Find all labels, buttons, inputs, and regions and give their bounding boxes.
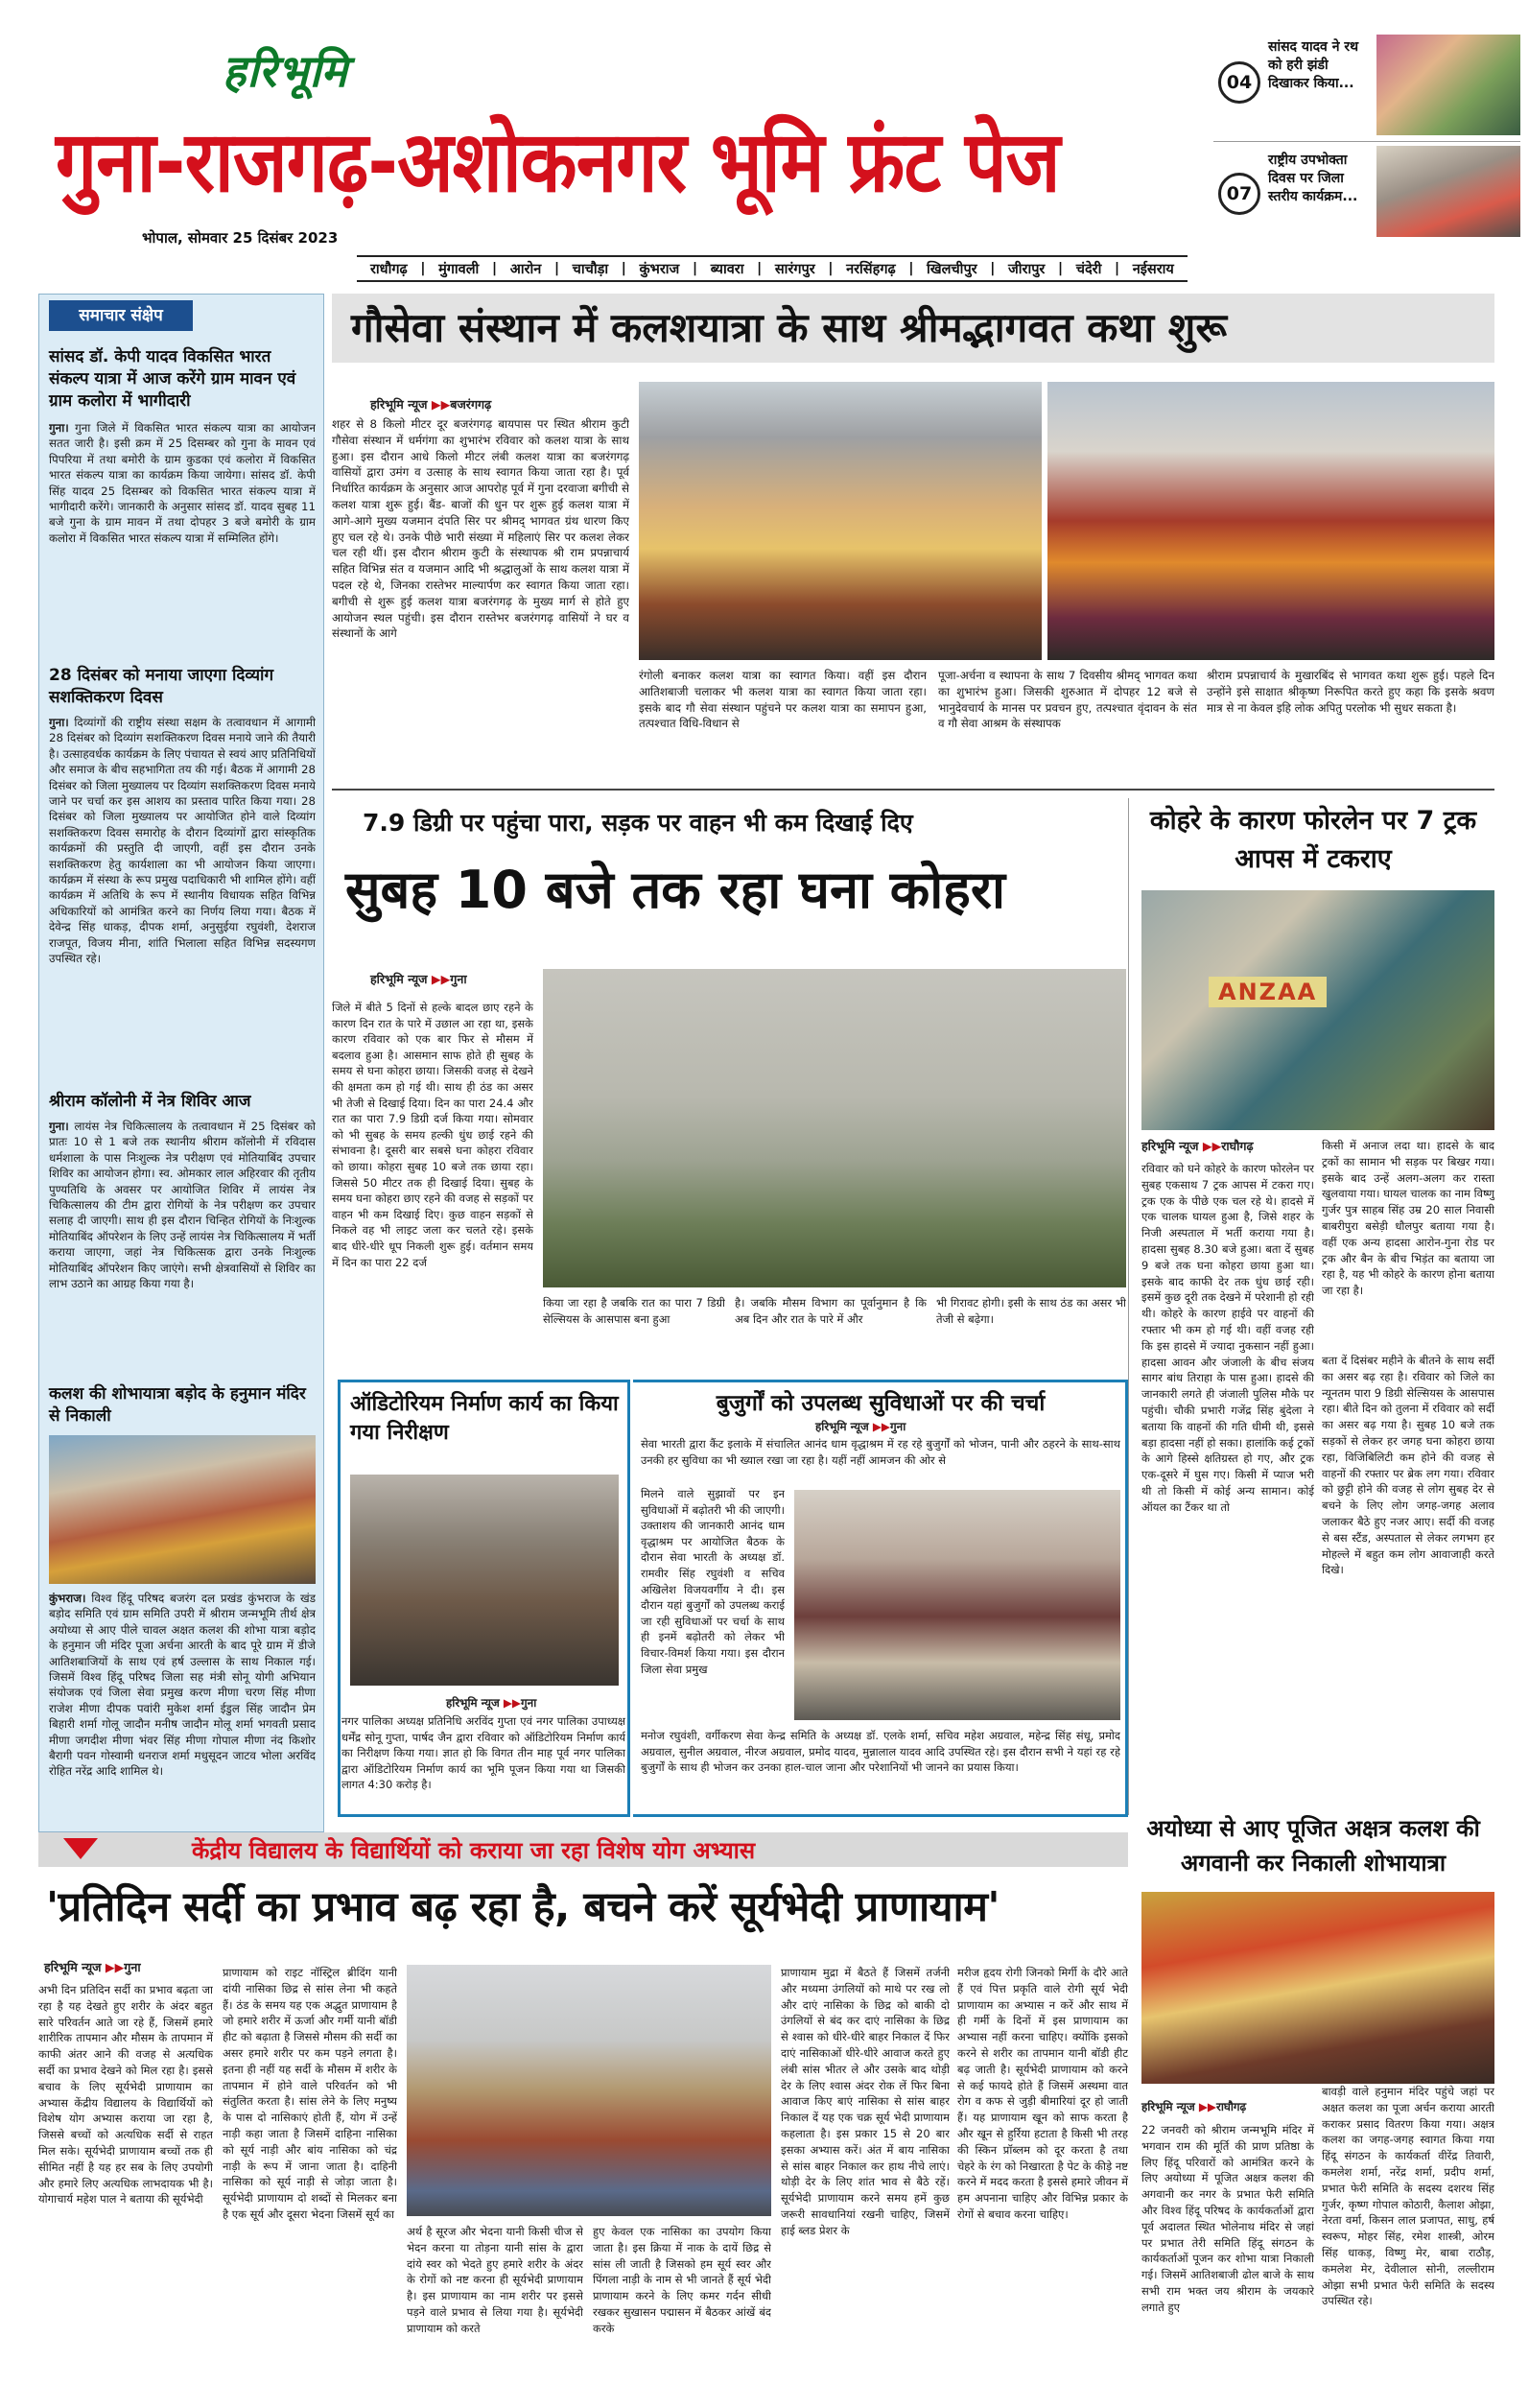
brief-headline: 28 दिसंबर को मनाया जाएगा दिव्यांग सशक्तिकरण दिवस <box>49 666 274 707</box>
elderly-tail: मनोज रघुवंशी, वर्गीकरण सेवा केन्द्र समिति के अध्यक्ष डॉ. एलके शर्मा, सचिव महेश अग्रवाल, महेन्द्र सिंह संधू, प्रमोद अग्रवाल, सुनील अग्रवाल, नीरज अग्रवाल, प्रमोद यादव, मुन्नालाल यादव आदि उपस्थित रहे। इस दौरान सभी ने यहां रह रहे बुजुर्गों के साथ ही भोजन कर उनका हाल-चाल जाना और परेशानियों भी जानने का प्रयास किया। <box>641 1729 1120 1775</box>
town-link[interactable]: नरसिंहगढ़ <box>846 262 896 277</box>
kalash-yatra-photo-2 <box>1047 382 1494 660</box>
elderly-lead: सेवा भारती द्वारा कैंट इलाके में संचालित आनंद धाम वृद्धाश्रम में रह रहे बुजुर्गों को भोजन, पानी और ठहरने के साथ-साथ उनकी हर सुविधा का भी ख्याल रखा जा रहा है। यहीं नहीं आमजन की ओर से <box>641 1437 1120 1467</box>
yoga-byline: हरिभूमि न्यूज ▶▶गुना <box>44 1960 141 1974</box>
fog-caption-c: भी गिरावट होगी। इसी के साथ ठंड का असर भी तेजी से बढ़ेगा। <box>936 1296 1126 1326</box>
elderly-col: मिलने वाले सुझावों पर इन सुविधाओं में बढ़ोतरी भी की जाएगी। उक्ताशय की जानकारी आनंद धाम वृद्धाश्रम पर आयोजित बैठक के दौरान सेवा भारती के अध्यक्ष डॉ. रामवीर सिंह रघुवंशी व सचिव अखिलेश विजयवर्गीय ने दी। इस दौरान यहां बुजुर्गों को उपलब्ध कराई जा रही सुविधाओं पर चर्चा के साथ ही इनमें बढ़ोतरी को लेकर भी विचार-विमर्श किया गया। इस दौरान जिला सेवा प्रमुख <box>641 1487 785 1676</box>
sidebar-briefs <box>38 294 324 1832</box>
brief-item[interactable] <box>49 1383 316 1779</box>
brief-body: गुना। गुना जिले में विकसित भारत संकल्प यात्रा का आयोजन सतत जारी है। इसी क्रम में 25 दिसम्बर को गुना के मावन एवं पिपरिया में तथा बमोरी के ग्राम कुडका एवं कलोरा में विकसित भारत संकल्प यात्रा का कार्यक्रम किया जायेगा। सांसद डॉ. केपी सिंह यादव 25 दिसम्बर को विकसित भारत संकल्प यात्रा में भागीदारी करेंगे। जानकारी के अनुसार सांसद डॉ. यादव सुबह 11 बजे गुना के ग्राम मावन में तथा दोपहर 3 बजे बमोरी के ग्राम कलोरा में विकसित भारत संकल्प यात्रा में सम्मिलित होंगे। <box>49 421 316 545</box>
town-link[interactable]: चाचौड़ा <box>572 262 609 277</box>
fog-caption-b: है। जबकि मौसम विभाग का पूर्वानुमान है कि अब दिन और रात के पारे में और <box>735 1296 927 1326</box>
fog-kicker: 7.9 डिग्री पर पहुंचा पारा, सड़क पर वाहन भी कम दिखाई दिए <box>363 809 913 837</box>
yoga-col4: हुए केवल एक नासिका का उपयोग किया जाता है। इस क्रिया में नाक के दायें छिद्र से सांस ली जाती है जिसको हम सूर्य स्वर और पिंगला नाड़ी के नाम से भी जानते हैं सूर्य भेदी प्राणायाम करने के लिए कमर गर्दन सीधी रखकर सुखासन पद्मासन में बैठकर आंखें बंद करके <box>593 2225 771 2335</box>
auditorium-byline: हरिभूमि न्यूज ▶▶गुना <box>446 1696 537 1710</box>
sidebar-header: समाचार संक्षेप <box>49 300 193 331</box>
truck-crash-photo <box>1141 890 1494 1130</box>
brand-logo[interactable]: हरिभूमि <box>223 45 348 97</box>
teaser-1[interactable] <box>1213 35 1520 138</box>
yoga-col6: मरीज हृदय रोगी जिनको मिर्गी के दौरे आते हैं एवं पित्त प्रकृति वाले रोगी सूर्य भेदी प्राणायाम का अभ्यास न करें और साथ में ही गर्मी के दिनों में इस प्राणायाम का अभ्यास नहीं करना चाहिए। क्योंकि इसको करने से शरीर का तापमान यानी बॉडी हीट बढ़ जाती है। सूर्यभेदी प्राणायाम को करने से कई फायदे होते हैं जिसमें अस्थमा वात रोग व कफ से जुड़ी बीमारियां दूर हो जाती हैं। यह प्राणायाम खून को साफ करता है और खून से हुर्रिया हटाता है किसी भी तरह की स्किन प्रॉब्लम को दूर करता है तथा चेहरे के रंग को निखारता है पेट के कीड़े नष्ट करने में मदद करता है इससे हमारे जीवन में हम अपनाना चाहिए और विभिन्न प्रकार के रोगों से बचाव करना चाहिए। <box>957 1966 1128 2221</box>
fog-byline: हरिभूमि न्यूज ▶▶गुना <box>370 972 467 986</box>
town-strip: राधौगढ़ | मुंगावली | आरोन | चाचौड़ा | कुंभराज | ब्यावरा | सारंगपुर | नरसिंहगढ़ | खिलचीपुर | जीरापुर | चंदेरी | नईसराय <box>357 255 1188 282</box>
teaser-photo <box>1376 35 1520 135</box>
yoga-story <box>38 1832 1128 2400</box>
town-link[interactable]: कुंभराज <box>639 262 680 277</box>
town-link[interactable]: नईसराय <box>1132 262 1174 277</box>
town-link[interactable]: मुंगावली <box>438 262 480 277</box>
truck-story <box>1132 798 1494 1806</box>
ayodhya-story <box>1132 1815 1494 2400</box>
page-title: गुना-राजगढ़-अशोकनगर भूमि फ्रंट पेज <box>56 112 1060 211</box>
auditorium-headline: ऑडिटोरियम निर्माण कार्य का किया गया निरीक्षण <box>350 1392 619 1445</box>
lead-headline: गौसेवा संस्थान में कलशयात्रा के साथ श्रीमद्भागवत कथा शुरू <box>332 294 1494 363</box>
town-link[interactable]: ब्यावरा <box>710 262 744 277</box>
brief-body: गुना। लायंस नेत्र चिकित्सालय के तत्वावधान में 25 दिसंबर को प्रातः 10 से 1 बजे तक स्थानीय श्रीराम कॉलोनी में रविदास धर्मशाला के पास निःशुल्क नेत्र परीक्षण एवं मोतियाबिंद उपचार शिविर का आयोजन होगा। स्व. ओमकार लाल अहिरवार की तृतीय पुण्यतिथि के अवसर पर आयोजित शिविर में लायंस नेत्र चिकित्सालय की टीम द्वारा रोगियों के नेत्र परीक्षण कर उपचार सलाह दी जाएगी। साथ ही इस दौरान चिन्हित रोगियों के निःशुल्क मोतियाबिंद ऑपरेशन के लिए उन्हें लायंस नेत्र चिकित्सालय में भर्ती कराया जाएगा, जहां नेत्र चिकित्सक द्वारा उनके निःशुल्क मोतियाबिंद ऑपरेशन किए जाएंगे। सभी क्षेत्रवासियों से शिविर का लाभ उठाने का आग्रह किया गया है। <box>49 1120 316 1291</box>
town-link[interactable]: राधौगढ़ <box>370 262 408 277</box>
chevron-icon <box>63 1838 98 1859</box>
teaser-photo <box>1376 146 1520 237</box>
yoga-col5: प्राणायाम मुद्रा में बैठते हैं जिसमें तर्जनी और मध्यमा उंगलियों को माथे पर रख लो और दाएं नासिका के छिद्र को बाकी दो उंगलियों से बंद कर दाएं नासिका के छिद्र से श्वास को धीरे-धीरे बाहर निकाल दें फिर दाएं नासिकाओं धीरे-धीरे आवाज करते हुए लंबी सांस भीतर ले और उसके बाद थोड़ी देर के लिए श्वास अंदर रोक लें फिर बिना आवाज किए बाएं नासिका से सांस बाहर निकाल दें यह एक चक्र सूर्य भेदी प्राणायाम कहलाता है। इस प्रकार 15 से 20 बार इसका अभ्यास करें। अंत में बाय नासिका से सांस बाहर निकाल कर हाथ नीचे लाएं। थोड़ी देर के लिए शांत भाव से बैठे रहें। सूर्यभेदी प्राणायाम करने समय हमें कुछ जरूरी सावधानियां रखनी चाहिए, जिसमें हाई ब्लड प्रेशर के <box>781 1966 950 2237</box>
yoga-kicker-bar <box>38 1832 1128 1867</box>
auditorium-body: नगर पालिका अध्यक्ष प्रतिनिधि अरविंद गुप्ता एवं नगर पालिका उपाध्यक्ष धर्मेंद्र सोनू गुप्ता, पार्षद जैन द्वारा रविवार को ऑडिटोरियम निर्माण कार्य का निरीक्षण किया गया। ज्ञात हो कि विगत तीन माह पूर्व नगर पालिका द्वारा ऑडिटोरियम निर्माण कार्य का भूमि पूजन किया गया था जिसकी लागत 4:30 करोड़ है। <box>341 1714 625 1792</box>
brief-item[interactable] <box>49 346 316 681</box>
truck-plate-text: ANZAA <box>1209 977 1327 1007</box>
teaser-text: सांसद यादव ने रथ को हरी झंडी दिखाकर किया... <box>1268 39 1359 91</box>
truck-body-left: रविवार को घने कोहरे के कारण फोरलेन पर सुबह एकसाथ 7 ट्रक आपस में टकरा गए। ट्रक एक के पीछे एक चल रहे थे। हादसे में एक चालक घायल हुआ है, जिसे शहर के निजी अस्पताल में भर्ती कराया गया है। हादसा सुबह 8.30 बजे हुआ। बता दें सुबह 9 बजे तक घना कोहरा छाया हुआ था। इसके बाद काफी देर तक धुंध छाई रही। इसमें कुछ दूरी तक देखने में परेशानी हो रही थी। कोहरे के कारण हाईवे पर वाहनों की रफ्तार भी कम हो गई थी। वहीं वजह रही कि इस हादसे में ज्यादा नुकसान नहीं हुआ। हादसा आवन और जंजाली के बीच संजय सागर बांध तिराहा के पास हुआ। हादसे की जानकारी लगते ही जंजाली पुलिस मौके पर पहुंची। चौकी प्रभारी गजेंद्र सिंह बुंदेला ने बताया कि वाहनों की गति धीमी थी, इससे बड़ा हादसा नहीं हो सका। हालांकि कई ट्रकों के आगे हिस्से क्षतिग्रस्त हो गए, और ट्रक एक-दूसरे में घुस गए। किसी में प्याज भरी थी तो किसी में कोई अन्य सामान। कोई ऑयल का टैंकर था तो <box>1141 1162 1314 1514</box>
brief-headline: कलश की शोभायात्रा बड़ोद के हनुमान मंदिर से निकाली <box>49 1384 306 1426</box>
truck-byline: हरिभूमि न्यूज ▶▶राघौगढ़ <box>1141 1139 1254 1153</box>
brief-body: गुना। दिव्यांगों की राष्ट्रीय संस्था सक्षम के तत्वावधान में आगामी 28 दिसंबर को दिव्यांग सशक्तिकरण दिवस मनाये जाने की तैयारी है। उत्साहवर्धक कार्यक्रम के लिए पंचायत से स्वयं आए प्रतिनिधियों और समाज के बीच सहभागिता तय की गई। बैठक में आगामी 28 दिसंबर को जिला मुख्यालय पर दिव्यांग सशक्तिकरण दिवस मनाये जाने पर चर्चा कर इस आशय का प्रस्ताव पारित किया गया। 28 दिसंबर को जिला मुख्यालय पर आयोजित होने वाले दिव्यांग सशक्तिकरण दिवस समारोह के दौरान दिव्यांगों द्वारा सांस्कृतिक कार्यक्रमों की प्रस्तुति दी जाएगी, वहीं इस दौरान उनके सशक्तिकरण हेतु कार्यशाला का भी आयोजन किया जाएगा। कार्यक्रम में संस्था के रूप प्रमुख पदाधिकारी भी शामिल होंगे। वहीं कार्यक्रम में अतिथि के रूप में स्थानीय विधायक सहित विभिन्न अधिकारियों को आमंत्रित करने का निर्णय लिया गया। बैठक में देवेन्द्र सिंह धाकड़, दीपक शर्मा, अनुसुईया रघुवंशी, देशराज राजपूत, विजय मीना, शांति भिलाला सहित विभिन्न सदस्यगण उपस्थित रहे। <box>49 716 316 966</box>
town-link[interactable]: चंदेरी <box>1075 262 1102 277</box>
lead-caption-2: पूजा-अर्चना व स्थापना के साथ 7 दिवसीय श्रीमद् भागवत कथा का शुभारंभ हुआ। जिसकी शुरुआत में दोपहर 12 बजे से भानुदेवचार्य के मानस पर प्रवचन हुए, तत्पश्चात वृंदावन के संत व गौ सेवा आश्रम के संस्थापक <box>938 669 1197 731</box>
kalash-yatra-photo-1 <box>639 382 1042 660</box>
teaser-page-badge: 07 <box>1218 173 1260 215</box>
yoga-col3: अर्थ है सूरज और भेदना यानी किसी चीज से भेदन करना या तोड़ना यानी सांस के द्वारा दांये स्वर को भेदते हुए हमारे शरीर के अंदर के रोगों को नष्ट करना ही सूर्यभेदी प्राणायाम है। इस प्राणायाम का नाम शरीर पर इससे पड़ने वाले प्रभाव से लिया गया है। सूर्यभेदी प्राणायाम को करते <box>407 2225 583 2335</box>
ayodhya-headline: अयोध्या से आए पूजित अक्षत्र कलश की अगवानी कर निकाली शोभायात्रा <box>1146 1815 1480 1877</box>
lead-caption-1: रंगोली बनाकर कलश यात्रा का स्वागत किया। वहीं इस दौरान आतिशबाजी चलाकर भी कलश यात्रा का स्वागत किया जाता रहा। इसके बाद गौ सेवा संस्थान पहुंचने पर कलश यात्रा का समापन हुआ, तत्पश्चात विधि-विधान से <box>639 669 927 731</box>
fog-body: जिले में बीते 5 दिनों से हल्के बादल छाए रहने के कारण दिन रात के पारे में उछाल आ रहा था, इसके कारण रविवार को एक बार फिर से मौसम में बदलाव हुआ है। आसमान साफ होते ही सुबह के समय से घना कोहरा छाया। जिसकी वजह से देखने की क्षमता कम हो गई थी। साथ ही ठंड का असर भी तेजी से दिखाई दिया। दिन का पारा 24.4 और रात का पारा 7.9 डिग्री दर्ज किया गया। सोमवार को भी सुबह के समय हल्की धुंध छाई रहने की संभावना है। दूसरी बार सबसे घना कोहरा रविवार को छाया। कोहरा सुबह 10 बजे तक छाया रहा। जिससे 50 मीटर तक ही दिखाई दिया। सुबह के समय घना कोहरा छाए रहने की वजह से सड़कों पर वाहन भी कम दिखाई दिए। कुछ वाहन सड़कों से निकले वह भी लाइट जला कर चलते रहे। इसके बाद धीरे-धीरे धूप निकली शुरू हुई। वर्तमान समय में दिन का पारा 22 दर्ज <box>332 1001 533 1269</box>
masthead <box>0 0 1529 288</box>
yoga-col2: प्राणायाम को राइट नॉस्ट्रिल ब्रीदिंग यानी दांयी नासिका छिद्र से सांस लेना भी कहते हैं। ठंड के समय यह एक अद्भुत प्राणायाम है जो हमारे शरीर में ऊर्जा और गर्मी यानी बॉडी हीट को बढ़ाता है जिससे मौसम की सर्दी का असर हमारे शरीर पर कम पड़ने लगता है। इतना ही नहीं यह सर्दी के मौसम में शरीर के तापमान में होने वाले परिवर्तन को भी संतुलित करता है। सांस लेने के लिए मनुष्य के पास दो नासिकाएं होती हैं, योग में उन्हें नाड़ी कहा जाता है जिसमें दाहिना नासिका को सूर्य नाड़ी और बांय नासिका को चंद्र नाड़ी के रूप में जाना जाता है। दाहिनी नासिका को सूर्य नाड़ी से जोड़ा जाता है। सूर्यभेदी प्राणायाम दो शब्दों से मिलकर बना है एक सूर्य और दूसरा भेदना जिसमें सूर्य का <box>223 1966 397 2221</box>
elderly-story <box>633 1380 1128 1817</box>
brief-headline: श्रीराम कॉलोनी में नेत्र शिविर आज <box>49 1092 251 1111</box>
elderly-headline: बुजुर्गों को उपलब्ध सुविधाओं पर की चर्चा <box>716 1391 1046 1416</box>
town-link[interactable]: सारंगपुर <box>774 262 815 277</box>
brief-body: कुंभराज। विश्व हिंदू परिषद बजरंग दल प्रखंड कुंभराज के खंड बड़ोद समिति एवं ग्राम समिति उपरी में श्रीराम जन्मभूमि तीर्थ क्षेत्र अयोध्या से आए पीले चावल अक्षत कलश की शोभा यात्रा बड़ोद के हनुमान जी मंदिर पूजा अर्चना आरती के बाद पूरे ग्राम में डीजे आतिशबाजियों के साथ एवं हर्ष उल्लास के साथ निकाल गई। जिसमें विश्व हिंदू परिषद जिला सह मंत्री सोनू योगी अभियान संयोजक एवं जिला सेवा प्रमुख करण मीणा चरण सिंह मीणा राजेश मीणा दीपक पवांरी मुकेश शर्मा ईडुल सिंह जादौन प्रेम बिहारी शर्मा गोलू जादौन मनीष जादौन मोलू शर्मा भगवती प्रसाद मीणा जगदीश मीणा भंवर सिंह मीणा गोपाल मीणा नंद किशोर बैरागी पवन गोस्वामी धनराज शर्मा मधुसूदन जाटव भोला अरविंद रोहित नरेंद्र आदि शामिल थे। <box>49 1592 316 1779</box>
truck-headline: कोहरे के कारण फोरलेन पर 7 ट्रक आपस में टकराए <box>1149 806 1477 874</box>
elderly-meeting-photo <box>794 1490 1120 1720</box>
ayodhya-col1: 22 जनवरी को श्रीराम जन्मभूमि मंदिर में भगवान राम की मूर्ति की प्राण प्रतिष्ठा के लिए हिंदू परिवारों को आमंत्रित करने के लिए अयोध्या में पूजित अक्षत्र कलश की अगवानी कर नगर के प्रभात फेरी समिति और विश्व हिंदू परिषद के कार्यकर्ताओं द्वारा पूर्व अदालत स्थित भोलेनाथ मंदिर से जहां पर प्रभात तेरी समिति हिंदू संगठन के कार्यकर्ताओं पूजन कर शोभा यात्रा निकाली गई। जिसमें आतिशबाजी ढोल बाजे के साथ सभी राम भक्त जय श्रीराम के जयकारे लगाते हुए <box>1141 2123 1314 2314</box>
teaser-2[interactable] <box>1213 146 1520 240</box>
shobhayatra-photo <box>49 1435 316 1584</box>
lead-story <box>332 294 1494 778</box>
town-link[interactable]: खिलचीपुर <box>927 262 977 277</box>
teaser-text: राष्ट्रीय उपभोक्ता दिवस पर जिला स्तरीय कार्यक्रम... <box>1268 153 1358 204</box>
brief-headline: सांसद डॉ. केपी यादव विकसित भारत संकल्प यात्रा में आज करेंगे ग्राम मावन एवं ग्राम कलोरा में भागीदारी <box>49 347 296 411</box>
yoga-col1: अभी दिन प्रतिदिन सर्दी का प्रभाव बढ़ता जा रहा है यह देखते हुए शरीर के अंदर बहुत सारे परिवर्तन आते जा रहे हैं, जिसमें हमारे शारीरिक तापमान और मौसम के तापमान में काफी अंतर आने की वजह से अत्यधिक सर्दी का प्रभाव देखने को मिल रहा है। इससे बचाव के लिए सूर्यभेदी प्राणायाम का अभ्यास केंद्रीय विद्यालय के विद्यार्थियों को विशेष योग अभ्यास कराया जा रहा है, जिससे बच्चों को अत्यधिक सर्दी से राहत मिल सके। सूर्यभेदी प्राणायाम बच्चों तक ही सीमित नहीं है यह हर सब के लिए उपयोगी और हमारे लिए अत्यधिक लाभदायक भी है। योगाचार्य महेश पाल ने बताया की सूर्यभेदी <box>38 1983 213 2207</box>
ayodhya-procession-photo <box>1141 1892 1494 2084</box>
fog-landscape-photo <box>543 969 1126 1287</box>
yoga-kicker: केंद्रीय विद्यालय के विद्यार्थियों को कराया जा रहा विशेष योग अभ्यास <box>192 1837 756 1864</box>
fog-headline: सुबह 10 बजे तक रहा घना कोहरा <box>345 860 1005 920</box>
dateline: भोपाल, सोमवार 25 दिसंबर 2023 <box>142 229 339 247</box>
yoga-headline: 'प्रतिदिन सर्दी का प्रभाव बढ़ रहा है, बचने करें सूर्यभेदी प्राणायाम' <box>46 1883 1000 1931</box>
lead-caption-3: श्रीराम प्रपन्नाचार्य के मुखारबिंद से भागवत कथा शुरू हुई। पहले दिन उन्होंने इसे साक्षात श्रीकृष्ण निरूपित करते हुए कहा कि इसके श्रवण मात्र से ना केवल इहि लोक अपितु परलोक भी सुधर सकता है। <box>1207 669 1494 715</box>
brief-item[interactable] <box>49 665 316 1075</box>
ayodhya-byline: हरिभूमि न्यूज ▶▶राघौगढ़ <box>1141 2100 1247 2113</box>
teaser-page-badge: 04 <box>1218 61 1260 104</box>
lead-byline: हरिभूमि न्यूज ▶▶बजरंगगढ़ <box>370 397 492 412</box>
brief-item[interactable] <box>49 1091 316 1385</box>
fog-story <box>332 798 1126 1374</box>
town-link[interactable]: जीरापुर <box>1008 262 1046 277</box>
truck-body-right-2: बता दें दिसंबर महीने के बीतने के साथ सर्दी का असर बढ़ रहा है। रविवार को जिले का न्यूनतम पारा 9 डिग्री सेल्सियस के आसपास रहा। बीते दिन को तुलना में रविवार को सर्दी का असर बढ़ गया है। सुबह 10 बजे तक सड़कों से लेकर हर जगह घना कोहरा छाया रहा, विजिबिलिटी कम होने की वजह से वाहनों की रफ्तार पर ब्रेक लग गया। रविवार को छुट्टी होने की वजह से लोग सुबह देर से बचने के लिए लोग जगह-जगह अलाव जलाकर बैठे हुए नजर आए। सर्दी की वजह से बस स्टैंड, अस्पताल से लेकर लगभग हर मोहल्ले में बहुत कम लोग आवाजाही करते दिखे। <box>1322 1354 1494 1577</box>
fog-caption-a: किया जा रहा है जबकि रात का पारा 7 डिग्री सेल्सियस के आसपास बना हुआ <box>543 1296 725 1326</box>
auditorium-site-photo <box>350 1475 619 1686</box>
yoga-class-photo <box>407 1965 771 2216</box>
ayodhya-col2: बावड़ी वाले हनुमान मंदिर पहुंचे जहां पर अक्षत कलश का पूजा अर्चन कराया आरती कराकर प्रसाद वितरण किया गया। अक्षत्र कलश का जगह-जगह स्वागत किया गया हिंदू संगठन के कार्यकर्ता वीरेंद्र तिवारी, कमलेश शर्मा, नरेंद्र शर्मा, प्रदीप शर्मा, प्रभात फेरी समिति के सदस्य दशरथ सिंह गुर्जर, कृष्ण गोपाल कोठारी, कैलाश ओझा, नेरता वर्मा, किसन लाल प्रजापत, साधु, हर्ष स्वरूप, मोहर सिंह, रमेश शास्त्री, ओरम सिंह धाकड़, विष्णु मेर, बाबा राठौड़, कमलेश मेर, देवीलाल सोनी, लल्लीराम ओझा सभी प्रभात फेरी समिति के सदस्य उपस्थित रहे। <box>1322 2085 1494 2308</box>
truck-body-right: किसी में अनाज लदा था। हादसे के बाद ट्रकों का सामान भी सड़क पर बिखर गया। इसके बाद उन्हें अलग-अलग कर रास्ता खुलवाया गया। घायल चालक का नाम विष्णु गुर्जर पुत्र साहब सिंह उम्र 20 साल निवासी बाबरीपुरा बसेड़ी धौलपुर बताया गया है। वहीं एक अन्य हादसा आरोन-गुना रोड पर ट्रक और बैन के बीच भिड़ंत का बताया जा रहा है, यह भी कोहरे के कारण होना बताया जा रहा है। <box>1322 1139 1494 1298</box>
town-link[interactable]: आरोन <box>509 262 542 277</box>
lead-col1: शहर से 8 किलो मीटर दूर बजरंगगढ़ बायपास पर स्थित श्रीराम कुटी गौसेवा संस्थान में धर्मगंगा का शुभारंभ रविवार को कलश यात्रा के साथ हुआ। इस दौरान आधे किलो मीटर लंबी कलश यात्रा का बजरंगगढ़ वासियों द्वारा उमंग व उत्साह के साथ स्वागत किया जाता रहा है। पूर्व निर्धारित कार्यक्रम के अनुसार आज आपरोह पूर्व में गुना दरवाजा बगीची से कलश यात्रा शुरू हुई। बैंड- बाजों की धुन पर शुरू हुई कलश यात्रा में आगे-आगे मुख्य यजमान दंपति सिर पर श्रीमद् भागवत ग्रंथ धारण किए हुए चल रहे थे। उनके पीछे भारी संख्या में महिलाएं सिर पर कलश लेकर चल रही थीं। इस दौरान श्रीराम कुटी के संस्थापक श्री राम प्रपन्नाचार्य सहित विभिन्न संत व यजमान आदि भी श्रद्धालुओं के साथ कलश यात्रा में पदल रहे थे, जिनका रास्तेभर माल्यार्पण कर स्वागत किया जाता रहा। बगीची से शुरू हुई कलश यात्रा बजरंगगढ़ के मुख्य मार्ग से होते हुए आयोजन स्थल पहुंची। इस दौरान रास्तेभर बजरंगगढ़ वासियों ने घर व संस्थानों के आगे <box>332 417 629 641</box>
elderly-byline: हरिभूमि न्यूज ▶▶गुना <box>815 1420 906 1433</box>
